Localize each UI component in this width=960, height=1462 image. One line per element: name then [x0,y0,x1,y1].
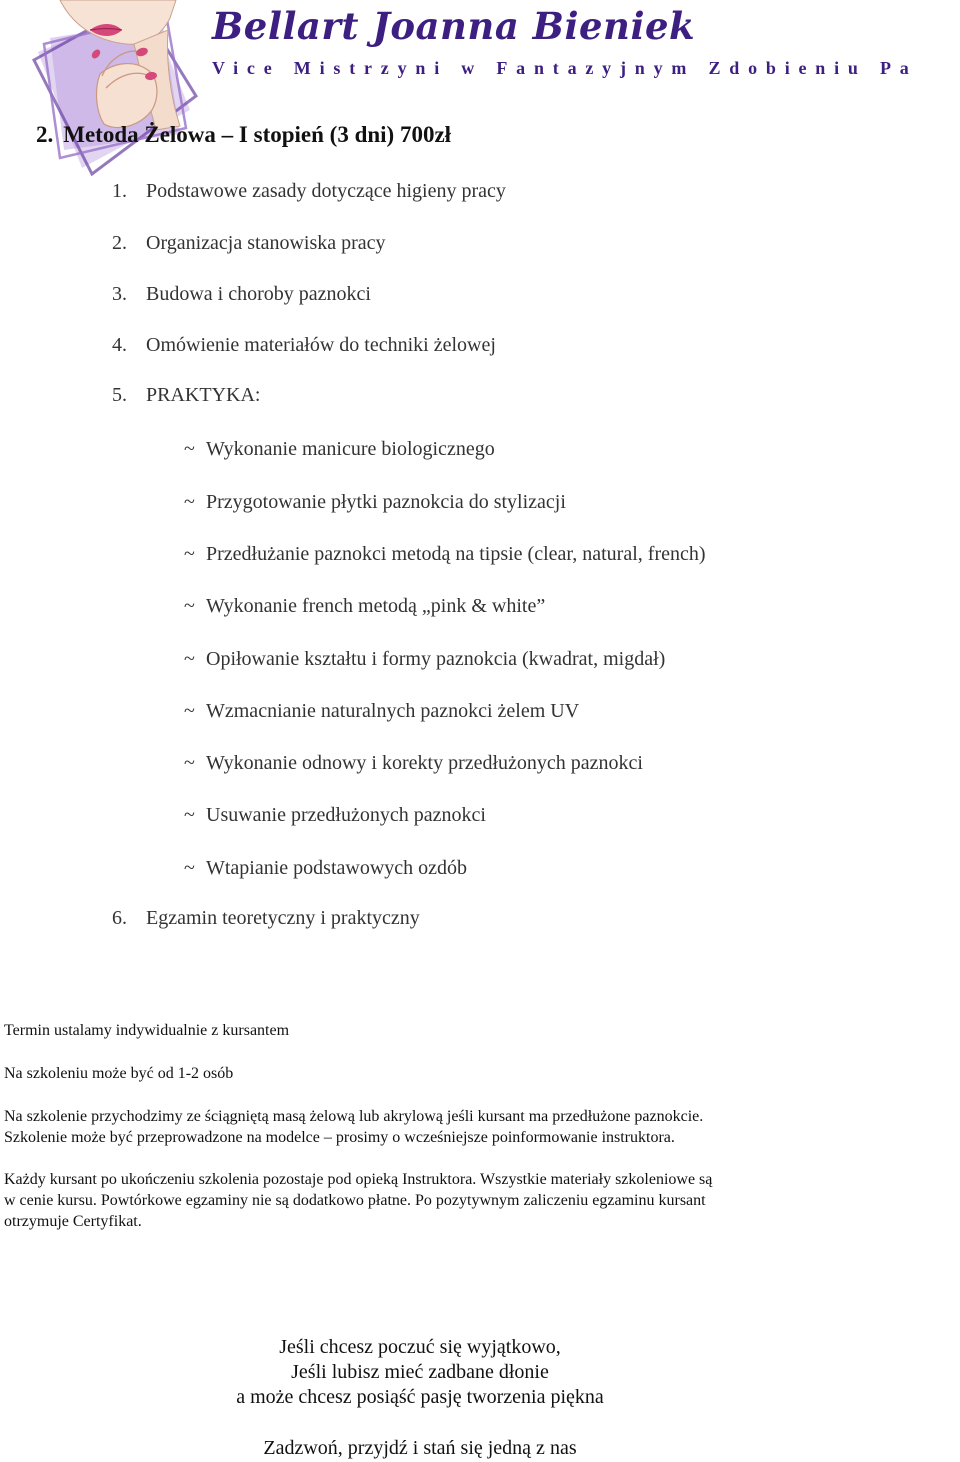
practice-item-label: Przygotowanie płytki paznokcia do stylizacji [206,491,566,513]
brand-name: Bellart Joanna Bieniek [212,4,696,48]
group-size-text: Na szkoleniu może być od 1-2 osób [4,1065,234,1082]
practice-item-label: Usuwanie przedłużonych paznokci [206,804,486,826]
practice-item-label: Wzmacnianie naturalnych paznokci żelem UV [206,700,580,722]
closing-call-to-action [0,1436,840,1461]
program-item [112,334,496,357]
brand-subtitle: Vice Mistrzyni w Fantazyjnym Zdobieniu Pa [212,58,918,78]
program-item-label: Egzamin teoretyczny i praktyczny [146,907,420,929]
aftercare-line: otrzymuje Certyfikat. [4,1213,142,1230]
program-item [112,283,371,306]
practice-item-label: Wtapianie podstawowych ozdób [206,857,468,879]
program-item [112,907,420,930]
program-item [112,232,386,255]
course-title [36,122,451,148]
course-title-text: Metoda Żelowa – I stopień (3 dni) 700zł [63,122,452,147]
logo-illustration [30,0,200,178]
tilde-marker: ~ [184,700,195,722]
preparation-line: Na szkolenie przychodzimy ze ściągniętą masą żelową lub akrylową jeśli kursant ma przedłużone paznokcie. [4,1108,704,1125]
practice-item [184,700,579,723]
program-item-label: Organizacja stanowiska pracy [146,232,386,254]
program-item [112,384,260,407]
tilde-marker: ~ [184,752,195,774]
practice-item [184,595,545,618]
tilde-marker: ~ [184,648,195,670]
practice-item [184,804,486,827]
program-item-label: Podstawowe zasady dotyczące higieny pracy [146,180,506,202]
course-number: 2. [36,122,54,147]
term-text: Termin ustalamy indywidualnie z kursantem [4,1022,290,1039]
practice-item [184,857,467,880]
practice-item [184,752,643,775]
tilde-marker: ~ [184,804,195,826]
program-item [112,180,506,203]
program-item-label: Omówienie materiałów do techniki żelowej [146,334,496,356]
practice-item [184,648,665,671]
info-aftercare [4,1169,864,1232]
practice-item [184,543,706,566]
practice-item [184,438,495,461]
program-item-label: PRAKTYKA: [146,384,261,406]
info-group-size [4,1063,864,1084]
preparation-line: Szkolenie może być przeprowadzone na modelce – prosimy o wcześniejsze poinformowanie instruktora. [4,1129,675,1146]
practice-item-label: Wykonanie odnowy i korekty przedłużonych paznokci [206,752,643,774]
program-item-number: 4. [112,334,127,356]
info-preparation [4,1106,864,1148]
tilde-marker: ~ [184,543,195,565]
tilde-marker: ~ [184,595,195,617]
practice-item-label: Opiłowanie kształtu i formy paznokcia (kwadrat, migdał) [206,648,666,670]
program-item-number: 1. [112,180,127,202]
aftercare-line: w cenie kursu. Powtórkowe egzaminy nie są dodatkowo płatne. Po pozytywnym zaliczeniu egzaminu kursant [4,1192,706,1209]
closing-line: a może chcesz posiąść pasję tworzenia piękna [236,1386,604,1408]
program-item-label: Budowa i choroby paznokci [146,283,371,305]
practice-item [184,491,566,514]
closing-invitation [0,1335,840,1410]
practice-item-label: Wykonanie manicure biologicznego [206,438,495,460]
aftercare-line: Każdy kursant po ukończeniu szkolenia pozostaje pod opieką Instruktora. Wszystkie materiały szkoleniowe są [4,1171,713,1188]
practice-item-label: Przedłużanie paznokci metodą na tipsie (clear, natural, french) [206,543,706,565]
tilde-marker: ~ [184,438,195,460]
closing-line: Jeśli chcesz poczuć się wyjątkowo, [279,1336,561,1358]
program-item-number: 6. [112,907,127,929]
program-item-number: 2. [112,232,127,254]
program-item-number: 5. [112,384,127,406]
tilde-marker: ~ [184,857,195,879]
info-term [4,1020,864,1041]
closing-line: Zadzwoń, przyjdź i stań się jedną z nas [263,1437,577,1459]
program-item-number: 3. [112,283,127,305]
tilde-marker: ~ [184,491,195,513]
practice-item-label: Wykonanie french metodą „pink & white” [206,595,546,617]
closing-line: Jeśli lubisz mieć zadbane dłonie [291,1361,549,1383]
